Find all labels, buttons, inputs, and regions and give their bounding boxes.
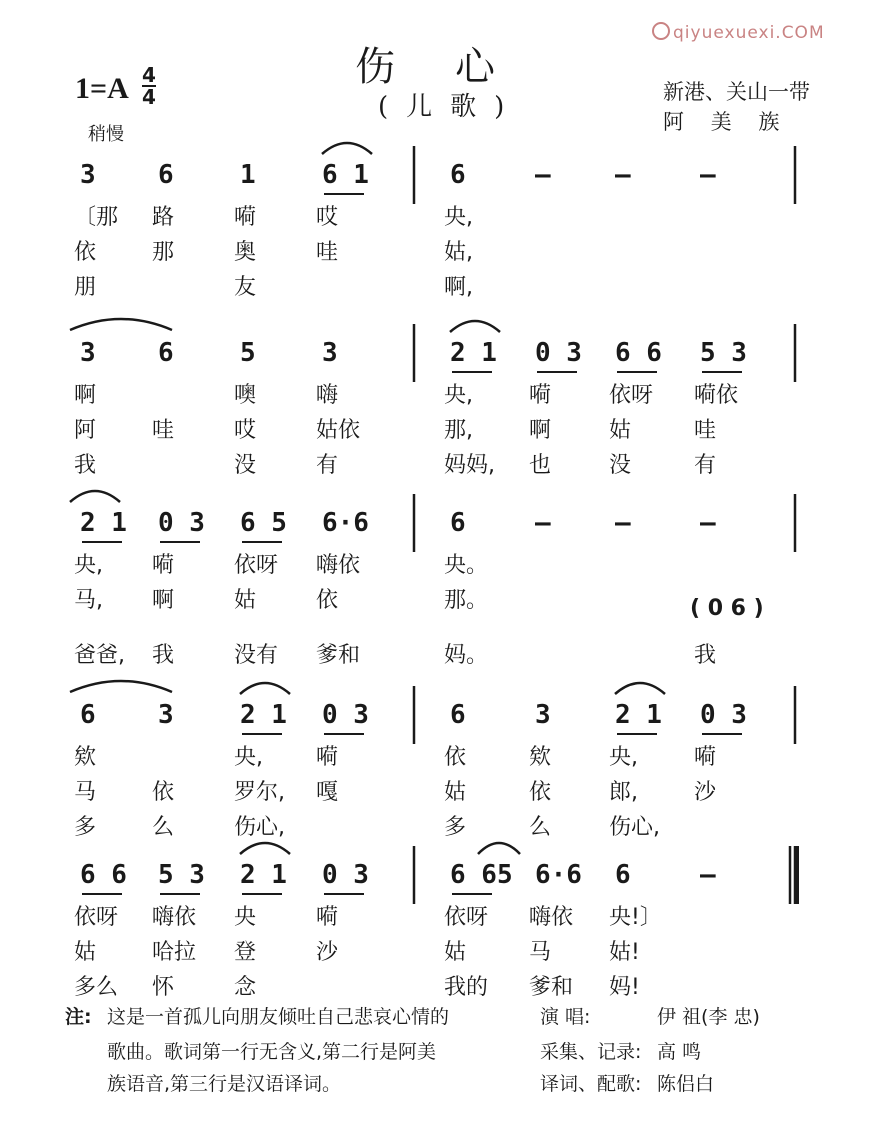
note-2-3: 5 xyxy=(240,338,256,368)
slur-2a xyxy=(70,319,172,330)
slur-5b xyxy=(478,843,520,854)
lyric-1-3-5: 啊, xyxy=(444,275,473,300)
tempo-marking: 稍慢 xyxy=(88,124,124,145)
lyric-3-3-2: 我 xyxy=(152,643,175,668)
lyric-2-2-3: 哎 xyxy=(234,418,257,443)
lyric-2-1-1: 啊 xyxy=(74,383,97,408)
note-1-1: 3 xyxy=(80,160,96,190)
key-signature: 1=A xyxy=(75,72,129,105)
lyric-5-3-2: 怀 xyxy=(152,975,175,1000)
note-3-8: – xyxy=(700,508,716,538)
lyric-2-3-5: 妈妈, xyxy=(444,453,495,478)
note-4-1: 6 xyxy=(80,700,96,730)
note-1-8: – xyxy=(700,160,716,190)
note-3-3: 6 5 xyxy=(240,508,287,538)
note-3-2: 0 3 xyxy=(158,508,205,538)
note-label: 注: xyxy=(65,1006,92,1028)
lyric-4-2-8: 沙 xyxy=(694,780,717,805)
lyric-2-3-1: 我 xyxy=(74,453,97,478)
lyric-2-2-8: 哇 xyxy=(694,418,717,443)
note-3-4: 6·6 xyxy=(322,508,369,538)
note-line-1: 这是一首孤儿向朋友倾吐自己悲哀心情的 xyxy=(107,1006,450,1028)
note-3-1: 2 1 xyxy=(80,508,127,538)
note-2-8: 5 3 xyxy=(700,338,747,368)
lyric-1-1-1: 〔那 xyxy=(74,205,119,230)
lyric-4-1-6: 欸 xyxy=(529,745,552,770)
lyric-1-2-2: 那 xyxy=(152,240,175,265)
note-2-7: 6 6 xyxy=(615,338,662,368)
lyric-2-1-3: 噢 xyxy=(234,383,257,408)
lyric-5-2-4: 沙 xyxy=(316,940,339,965)
lyric-3-2-4: 依 xyxy=(316,588,339,613)
pickup-notes: ( 0 6 ) xyxy=(690,596,764,621)
lyric-1-1-2: 路 xyxy=(152,205,175,230)
lyric-4-3-5: 多 xyxy=(444,815,467,840)
lyric-2-3-3: 没 xyxy=(234,453,257,478)
lyric-1-2-5: 姑, xyxy=(444,240,473,265)
lyric-2-1-7: 依呀 xyxy=(609,383,654,408)
lyric-4-2-4: 嘎 xyxy=(316,780,339,805)
note-line-2: 歌曲。歌词第一行无含义,第二行是阿美 xyxy=(107,1041,437,1063)
note-4-5: 6 xyxy=(450,700,466,730)
lyric-3-2-3: 姑 xyxy=(234,588,257,613)
lyric-3-2-5: 那。 xyxy=(444,588,489,613)
lyric-4-3-6: 么 xyxy=(529,815,552,840)
lyric-2-3-7: 没 xyxy=(609,453,632,478)
credit-collector-name: 高 鸣 xyxy=(657,1041,702,1063)
lyric-4-2-5: 姑 xyxy=(444,780,467,805)
lyric-3-1-3: 依呀 xyxy=(234,553,279,578)
lyric-2-3-4: 有 xyxy=(316,453,339,478)
note-4-6: 3 xyxy=(535,700,551,730)
note-4-8: 0 3 xyxy=(700,700,747,730)
lyric-5-2-2: 哈拉 xyxy=(152,940,197,965)
lyric-1-2-1: 依 xyxy=(74,240,97,265)
lyric-1-1-4: 哎 xyxy=(316,205,339,230)
lyric-5-1-6: 嗨依 xyxy=(529,905,574,930)
lyric-5-2-6: 马 xyxy=(529,940,552,965)
note-5-4: 0 3 xyxy=(322,860,369,890)
note-5-7: 6 xyxy=(615,860,631,890)
note-1-7: – xyxy=(615,160,631,190)
lyric-3-1-5: 央。 xyxy=(444,553,489,578)
credit-translator-role: 译词、配歌: xyxy=(540,1073,642,1095)
lyric-4-1-1: 欸 xyxy=(74,745,97,770)
slur-5a xyxy=(240,843,290,854)
lyric-3-2-2: 啊 xyxy=(152,588,175,613)
lyric-2-2-5: 那, xyxy=(444,418,473,443)
note-4-4: 0 3 xyxy=(322,700,369,730)
lyric-4-2-7: 郎, xyxy=(609,780,638,805)
lyric-3-2-1: 马, xyxy=(74,588,103,613)
note-1-4: 6 1 xyxy=(322,160,369,190)
note-5-6: 6·6 xyxy=(535,860,582,890)
lyric-4-1-3: 央, xyxy=(234,745,263,770)
song-subtitle: (儿歌) xyxy=(378,92,523,122)
lyric-4-1-5: 依 xyxy=(444,745,467,770)
note-1-3: 1 xyxy=(240,160,256,190)
lyric-5-1-7: 央!〕 xyxy=(609,905,662,930)
note-2-4: 3 xyxy=(322,338,338,368)
lyric-4-1-4: 嗬 xyxy=(316,745,339,770)
lyric-1-1-3: 嗬 xyxy=(234,205,257,230)
credit-performer-role: 演 唱: xyxy=(540,1006,591,1028)
slur-1 xyxy=(322,143,372,154)
lyric-4-2-6: 依 xyxy=(529,780,552,805)
lyric-4-1-7: 央, xyxy=(609,745,638,770)
lyric-1-3-1: 朋 xyxy=(74,275,97,300)
lyric-5-1-2: 嗨依 xyxy=(152,905,197,930)
note-5-3: 2 1 xyxy=(240,860,287,890)
lyric-5-3-3: 念 xyxy=(234,975,257,1000)
note-5-5: 6 65 xyxy=(450,860,513,890)
lyric-1-1-5: 央, xyxy=(444,205,473,230)
lyric-2-2-4: 姑依 xyxy=(316,418,361,443)
note-2-6: 0 3 xyxy=(535,338,582,368)
slur-4b xyxy=(240,683,290,694)
note-5-2: 5 3 xyxy=(158,860,205,890)
credit-performer-name: 伊 祖(李 忠) xyxy=(657,1006,760,1028)
note-1-5: 6 xyxy=(450,160,466,190)
lyric-3-3-3: 没有 xyxy=(234,643,279,668)
lyric-1-2-3: 奥 xyxy=(234,240,257,265)
lyric-5-1-3: 央 xyxy=(234,905,257,930)
note-1-6: – xyxy=(535,160,551,190)
lyric-5-1-5: 依呀 xyxy=(444,905,489,930)
note-2-1: 3 xyxy=(80,338,96,368)
lyric-2-2-1: 阿 xyxy=(74,418,97,443)
lyric-3-1-1: 央, xyxy=(74,553,103,578)
lyric-5-3-1: 多么 xyxy=(74,975,119,1000)
lyric-2-1-5: 央, xyxy=(444,383,473,408)
lyric-4-3-2: 么 xyxy=(152,815,175,840)
credit-collector-role: 采集、记录: xyxy=(540,1041,642,1063)
lyric-3-3-1: 爸爸, xyxy=(74,643,125,668)
note-3-6: – xyxy=(535,508,551,538)
note-4-7: 2 1 xyxy=(615,700,662,730)
note-5-1: 6 6 xyxy=(80,860,127,890)
note-line-3: 族语音,第三行是汉语译词。 xyxy=(107,1073,342,1095)
note-5-8: – xyxy=(700,860,716,890)
lyric-2-2-2: 哇 xyxy=(152,418,175,443)
lyric-1-2-4: 哇 xyxy=(316,240,339,265)
time-bottom: 4 xyxy=(142,85,156,109)
credit-translator-name: 陈侣白 xyxy=(657,1073,715,1095)
lyric-5-1-4: 嗬 xyxy=(316,905,339,930)
slur-4a xyxy=(70,681,172,692)
lyric-2-2-7: 姑 xyxy=(609,418,632,443)
lyric-3-1-2: 嗬 xyxy=(152,553,175,578)
lyric-2-1-6: 嗬 xyxy=(529,383,552,408)
lyric-3-3-5: 妈。 xyxy=(444,643,489,668)
slur-4c xyxy=(615,683,665,694)
lyric-2-1-4: 嗨 xyxy=(316,383,339,408)
lyric-3-3-8: 我 xyxy=(694,643,717,668)
note-2-2: 6 xyxy=(158,338,174,368)
lyric-5-3-7: 妈! xyxy=(609,975,640,1000)
lyric-4-2-3: 罗尔, xyxy=(234,780,285,805)
slur-3 xyxy=(70,491,120,502)
lyric-5-1-1: 依呀 xyxy=(74,905,119,930)
lyric-2-1-8: 嗬依 xyxy=(694,383,739,408)
lyric-4-2-2: 依 xyxy=(152,780,175,805)
lyric-3-1-4: 嗨依 xyxy=(316,553,361,578)
lyric-4-3-7: 伤心, xyxy=(609,815,660,840)
watermark: qiyuexuexi.COM xyxy=(652,22,825,43)
region-label: 新港、关山一带 xyxy=(663,80,810,104)
lyric-2-3-6: 也 xyxy=(529,453,552,478)
lyric-4-1-8: 嗬 xyxy=(694,745,717,770)
note-3-5: 6 xyxy=(450,508,466,538)
lyric-5-2-1: 姑 xyxy=(74,940,97,965)
note-4-3: 2 1 xyxy=(240,700,287,730)
time-top: 4 xyxy=(142,63,156,87)
lyric-5-3-6: 爹和 xyxy=(529,975,574,1000)
slur-2b xyxy=(450,321,500,332)
lyric-5-2-7: 姑! xyxy=(609,940,640,965)
lyric-5-3-5: 我的 xyxy=(444,975,489,1000)
song-title: 伤心 xyxy=(355,44,555,90)
lyric-3-3-4: 爹和 xyxy=(316,643,361,668)
note-3-7: – xyxy=(615,508,631,538)
note-2-5: 2 1 xyxy=(450,338,497,368)
note-4-2: 3 xyxy=(158,700,174,730)
lyric-2-3-8: 有 xyxy=(694,453,717,478)
lyric-2-2-6: 啊 xyxy=(529,418,552,443)
lyric-1-3-3: 友 xyxy=(234,275,257,300)
lyric-4-2-1: 马 xyxy=(74,780,97,805)
lyric-5-2-3: 登 xyxy=(234,940,257,965)
lyric-5-2-5: 姑 xyxy=(444,940,467,965)
lyric-4-3-3: 伤心, xyxy=(234,815,285,840)
lyric-4-3-1: 多 xyxy=(74,815,97,840)
note-1-2: 6 xyxy=(158,160,174,190)
people-label: 阿 美 族 xyxy=(663,110,790,134)
